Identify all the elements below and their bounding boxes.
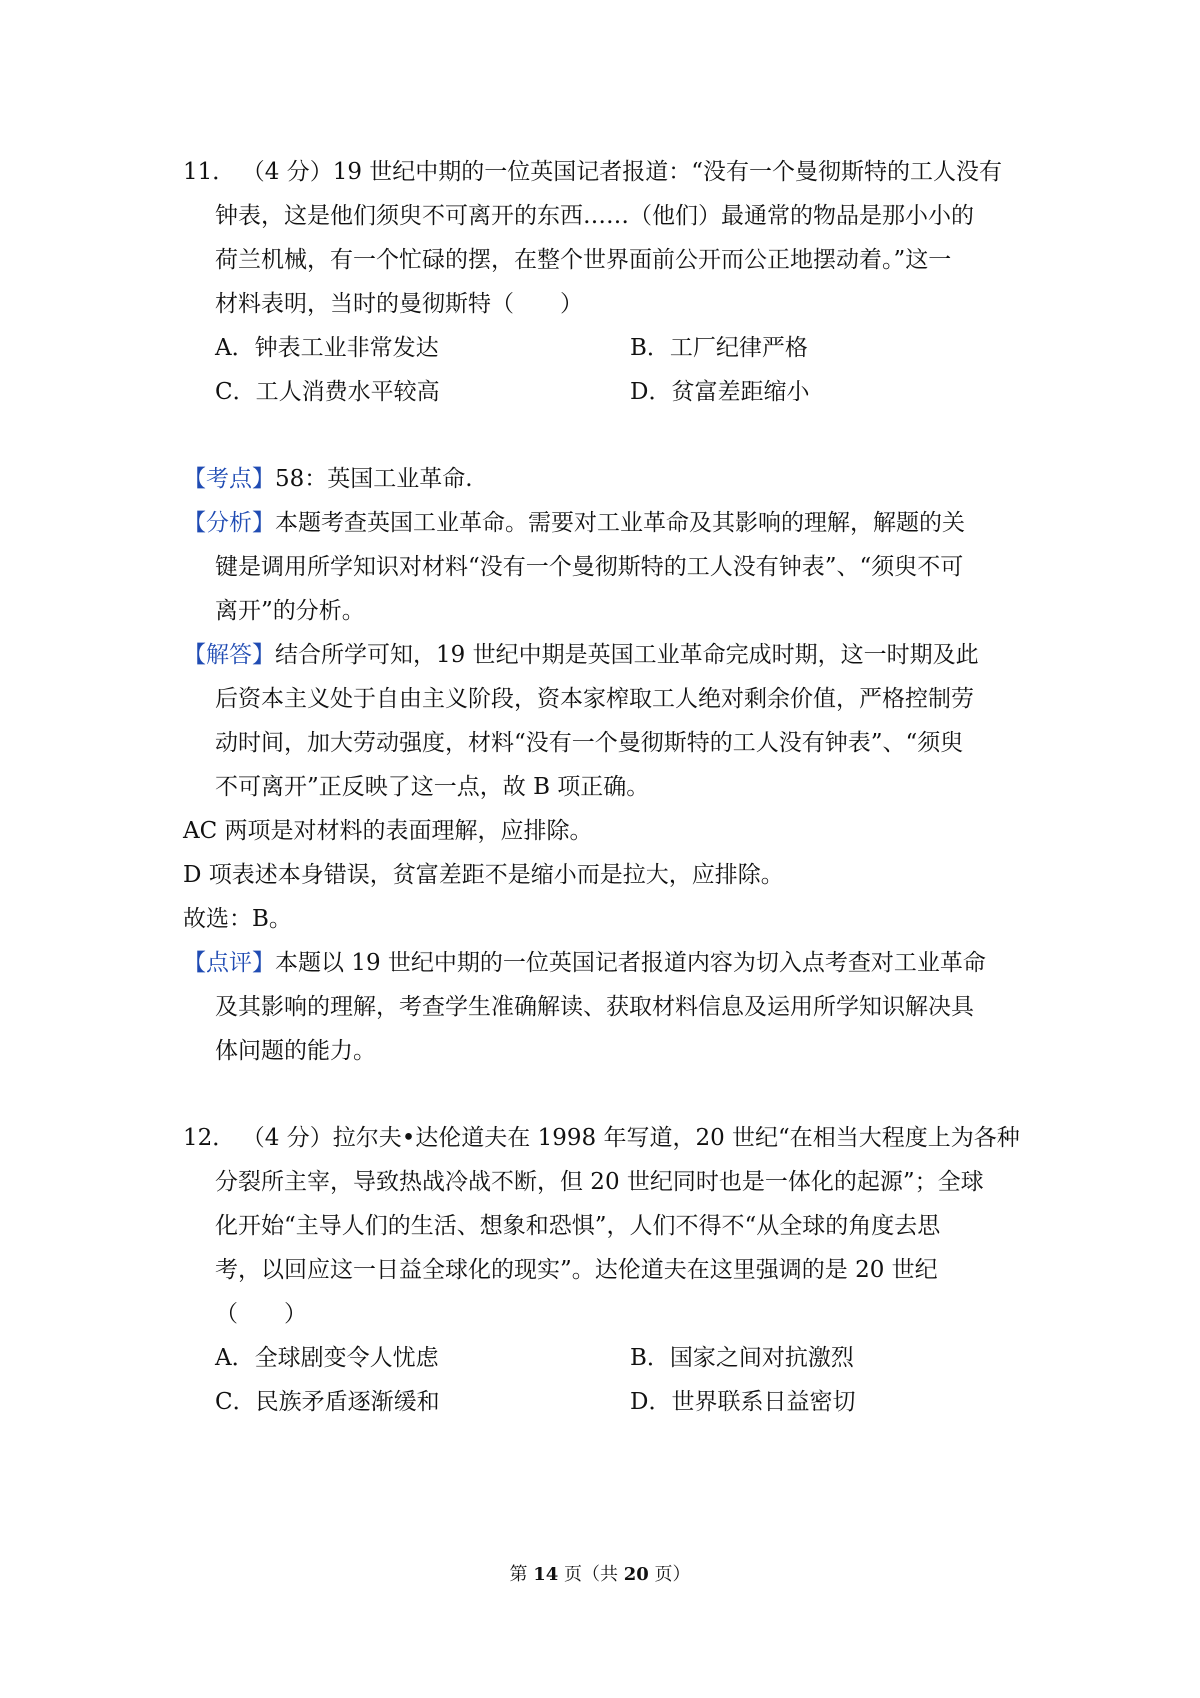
footer-suffix: 页） <box>654 1564 691 1585</box>
question-12-line-5: （ ） <box>215 1301 307 1327</box>
question-11-line-4: 材料表明，当时的曼彻斯特（ ） <box>215 291 583 317</box>
dianping-tag: 【点评】 <box>183 950 275 976</box>
kaodian-tag: 【考点】 <box>183 466 275 492</box>
question-11-line-2: 钟表，这是他们须臾不可离开的东西……（他们）最通常的物品是那小小的 <box>215 203 974 229</box>
question-12-number: 12． <box>183 1125 236 1151</box>
question-11-option-b: B．工厂纪律严格 <box>630 335 808 361</box>
answer-11-fenxi <box>183 507 1200 539</box>
question-12-option-b: B．国家之间对抗激烈 <box>630 1345 854 1371</box>
question-12-option-d: D．世界联系日益密切 <box>630 1389 856 1415</box>
answer-11-kaodian <box>183 463 1200 495</box>
question-11-option-d: D．贫富差距缩小 <box>630 379 810 405</box>
question-12-option-c: C．民族矛盾逐渐缓和 <box>215 1389 440 1415</box>
footer-middle: 页（共 <box>564 1564 618 1585</box>
dianping-text-2: 及其影响的理解，考查学生准确解读、获取材料信息及运用所学知识解决具 <box>215 994 974 1020</box>
question-12-line-2: 分裂所主宰，导致热战冷战不断，但 20 世纪同时也是一体化的起源”；全球 <box>215 1169 984 1195</box>
question-12-line-4: 考，以回应这一日益全球化的现实”。达伦道夫在这里强调的是 20 世纪 <box>215 1257 938 1283</box>
question-11-option-c: C．工人消费水平较高 <box>215 379 440 405</box>
question-12-text: （4 分）拉尔夫•达伦道夫在 1998 年写道，20 世纪“在相当大程度上为各种 <box>253 1125 1020 1151</box>
fenxi-tag: 【分析】 <box>183 510 275 536</box>
question-11-line-1 <box>183 156 1200 188</box>
answer-11-dianping <box>183 947 1200 979</box>
question-11-text: （4 分）19 世纪中期的一位英国记者报道：“没有一个曼彻斯特的工人没有 <box>253 159 1003 185</box>
question-12-line-1 <box>183 1122 1200 1154</box>
dianping-text-1: 本题以 19 世纪中期的一位英国记者报道内容为切入点考查对工业革命 <box>275 950 986 976</box>
question-11-line-3: 荷兰机械，有一个忙碌的摆，在整个世界面前公开而公正地摆动着。”这一 <box>215 247 952 273</box>
question-12-option-a: A．全球剧变令人忧虑 <box>215 1345 439 1371</box>
question-12-line-3: 化开始“主导人们的生活、想象和恐惧”，人们不得不“从全球的角度去思 <box>215 1213 941 1239</box>
footer-total-pages: 20 <box>623 1564 649 1585</box>
page-footer <box>0 1560 1200 1586</box>
footer-prefix: 第 <box>509 1564 528 1585</box>
fenxi-text-1: 本题考查英国工业革命。需要对工业革命及其影响的理解，解题的关 <box>275 510 965 536</box>
question-11-number: 11． <box>183 159 236 185</box>
jieda-tag: 【解答】 <box>183 642 275 668</box>
answer-11-jieda <box>183 639 1200 671</box>
fenxi-text-2: 键是调用所学知识对材料“没有一个曼彻斯特的工人没有钟表”、“须臾不可 <box>215 554 964 580</box>
question-11-option-a: A．钟表工业非常发达 <box>215 335 439 361</box>
fenxi-text-3: 离开”的分析。 <box>215 598 365 624</box>
jieda-text-4: 不可离开”正反映了这一点，故 B 项正确。 <box>215 774 650 800</box>
jieda-text-1: 结合所学可知，19 世纪中期是英国工业革命完成时期，这一时期及此 <box>275 642 979 668</box>
answer-11-extra-3: 故选：B。 <box>183 906 292 932</box>
dianping-text-3: 体问题的能力。 <box>215 1038 376 1064</box>
footer-page-number: 14 <box>533 1564 559 1585</box>
jieda-text-3: 动时间，加大劳动强度，材料“没有一个曼彻斯特的工人没有钟表”、“须臾 <box>215 730 964 756</box>
answer-11-extra-1: AC 两项是对材料的表面理解，应排除。 <box>183 818 593 844</box>
jieda-text-2: 后资本主义处于自由主义阶段，资本家榨取工人绝对剩余价值，严格控制劳 <box>215 686 974 712</box>
answer-11-extra-2: D 项表述本身错误，贫富差距不是缩小而是拉大，应排除。 <box>183 862 784 888</box>
kaodian-text: 58：英国工业革命. <box>275 466 473 492</box>
